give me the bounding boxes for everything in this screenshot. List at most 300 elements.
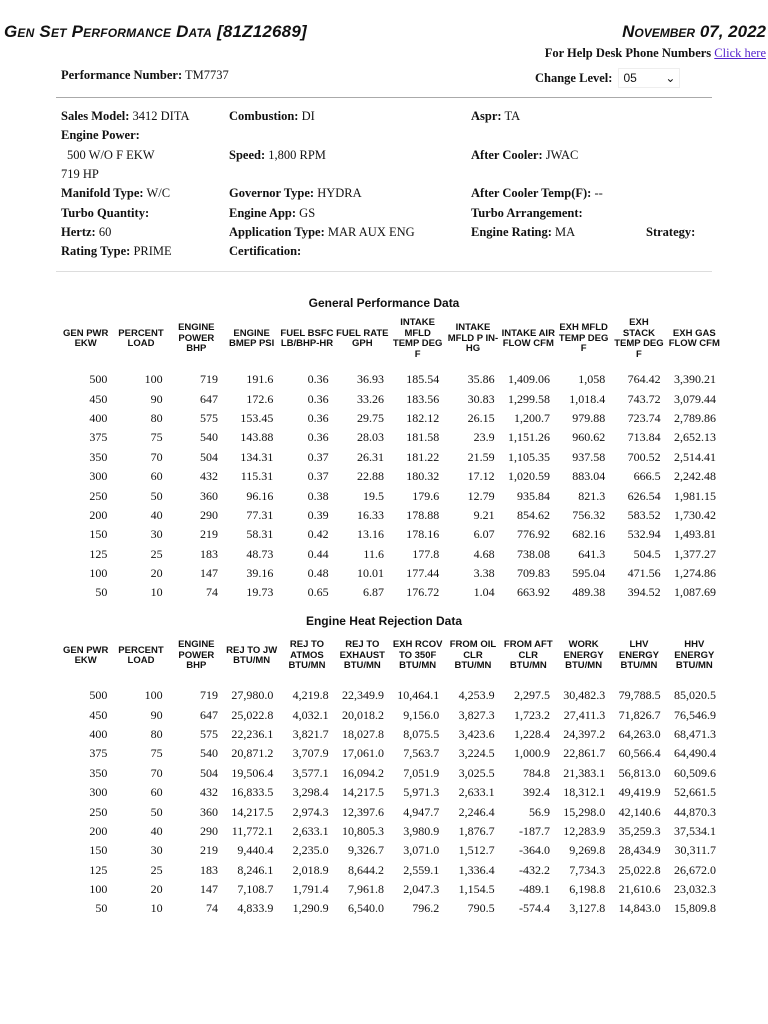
spec-value: GS <box>299 205 316 220</box>
table-cell: 60,566.4 <box>618 746 661 761</box>
table-cell: 178.16 <box>406 527 440 542</box>
table-cell: 1,730.42 <box>674 507 716 522</box>
table-cell: 575 <box>199 410 218 425</box>
table-cell: 3,423.6 <box>458 726 495 741</box>
table-row <box>58 583 722 602</box>
table-cell: 10.01 <box>356 566 384 581</box>
spec-value: JWAC <box>545 147 579 162</box>
table-cell: 3,390.21 <box>674 372 716 387</box>
spec-label: Speed: <box>229 147 266 162</box>
table-row <box>58 802 722 821</box>
table-cell: 350 <box>89 765 108 780</box>
table-cell: 666.5 <box>633 469 661 484</box>
table-cell: 3,127.8 <box>569 901 606 916</box>
column-header: REJ TO ATMOS BTU/MN <box>288 639 326 672</box>
table-cell: 4,253.9 <box>458 688 495 703</box>
table-cell: 2,047.3 <box>403 882 440 897</box>
table-cell: 0.36 <box>307 372 329 387</box>
column-header: EXH STACK TEMP DEG F <box>614 317 664 360</box>
table-cell: 1,723.2 <box>513 707 550 722</box>
table-cell: 181.22 <box>406 449 440 464</box>
table-cell: 8,644.2 <box>347 862 384 877</box>
performance-number-value: TM7737 <box>185 68 229 82</box>
table-cell: 647 <box>199 707 218 722</box>
table-cell: -187.7 <box>518 823 550 838</box>
table-cell: 74 <box>205 585 218 600</box>
table-cell: 641.3 <box>578 546 606 561</box>
table-cell: 71,826.7 <box>618 707 661 722</box>
table-cell: 50 <box>150 804 163 819</box>
general-performance-table <box>58 314 722 603</box>
table-cell: 3,298.4 <box>292 785 329 800</box>
spec-field <box>646 223 695 242</box>
table-cell: 23,032.3 <box>674 882 716 897</box>
table-cell: 9,269.8 <box>569 843 606 858</box>
table-cell: 2,789.86 <box>674 410 716 425</box>
table-cell: 39.16 <box>246 566 274 581</box>
table-cell: 0.48 <box>307 566 329 581</box>
table-cell: 18,312.1 <box>563 785 606 800</box>
table-cell: 219 <box>199 527 218 542</box>
table-row <box>58 370 722 389</box>
table-cell: 6,540.0 <box>347 901 384 916</box>
spec-field <box>229 242 301 261</box>
table-cell: 2,297.5 <box>513 688 550 703</box>
table-cell: 394.52 <box>627 585 661 600</box>
table-cell: 1,151.26 <box>507 430 550 445</box>
table-cell: 26,672.0 <box>674 862 716 877</box>
table-cell: 76,546.9 <box>674 707 716 722</box>
table-cell: 854.62 <box>516 507 550 522</box>
table-cell: 35,259.3 <box>618 823 661 838</box>
table-cell: 1,087.69 <box>674 585 716 600</box>
table-cell: 500 <box>89 372 108 387</box>
table-cell: 12,397.6 <box>341 804 384 819</box>
spec-value: MAR AUX ENG <box>327 224 415 239</box>
table-cell: 1,020.59 <box>507 469 550 484</box>
table-cell: 432 <box>199 469 218 484</box>
table-cell: 713.84 <box>627 430 661 445</box>
table-cell: 392.4 <box>522 785 550 800</box>
column-header: EXH GAS FLOW CFM <box>668 327 720 349</box>
table-cell: 49,419.9 <box>618 785 661 800</box>
spec-field <box>471 223 575 242</box>
table-cell: 1,336.4 <box>458 862 495 877</box>
table-cell: 6,198.8 <box>569 882 606 897</box>
table-row <box>58 564 722 583</box>
table-cell: 3,821.7 <box>292 726 329 741</box>
table-cell: 2,018.9 <box>292 862 329 877</box>
table-cell: 1.04 <box>473 585 495 600</box>
table-cell: 125 <box>89 862 108 877</box>
spec-field <box>229 146 326 165</box>
table-cell: 64,490.4 <box>674 746 716 761</box>
table-row <box>58 880 722 899</box>
table-cell: 935.84 <box>516 488 550 503</box>
table-cell: 3,079.44 <box>674 391 716 406</box>
table-cell: 180.32 <box>406 469 440 484</box>
table-cell: 0.42 <box>307 527 329 542</box>
spec-value: 500 W/O F EKW <box>67 147 155 162</box>
table-cell: 3,827.3 <box>458 707 495 722</box>
table-row <box>58 744 722 763</box>
table-cell: 719 <box>199 372 218 387</box>
header-row <box>58 314 722 364</box>
change-level-label: Change Level: <box>535 70 613 85</box>
table-cell: 30.83 <box>467 391 495 406</box>
column-header: EXH MFLD TEMP DEG F <box>558 322 609 355</box>
table-cell: 183 <box>199 546 218 561</box>
table-cell: 9,440.4 <box>237 843 274 858</box>
table-cell: 26.15 <box>467 410 495 425</box>
table-cell: 300 <box>89 785 108 800</box>
table-cell: 400 <box>89 726 108 741</box>
table-cell: 15,809.8 <box>674 901 716 916</box>
table-cell: 504 <box>199 449 218 464</box>
table-row <box>58 822 722 841</box>
table-cell: 2,652.13 <box>674 430 716 445</box>
table-cell: 3,980.9 <box>403 823 440 838</box>
table-cell: 756.32 <box>572 507 606 522</box>
table-cell: 115.31 <box>240 469 274 484</box>
table-cell: 68,471.3 <box>674 726 716 741</box>
spec-label: Turbo Quantity: <box>61 205 150 220</box>
table-cell: 0.37 <box>307 449 329 464</box>
table-cell: 1,493.81 <box>674 527 716 542</box>
table-cell: 3.38 <box>473 566 495 581</box>
table-cell: 3,707.9 <box>292 746 329 761</box>
column-header: PERCENT LOAD <box>118 644 164 666</box>
spec-label: Governor Type: <box>229 186 315 201</box>
table-cell: 350 <box>89 449 108 464</box>
performance-number-label: Performance Number: <box>61 68 183 82</box>
table-cell: 21,383.1 <box>563 765 606 780</box>
table-cell: 360 <box>199 804 218 819</box>
table-cell: 3,071.0 <box>403 843 440 858</box>
table-cell: 42,140.6 <box>618 804 661 819</box>
spec-label: Hertz: <box>61 224 96 239</box>
table-cell: 1,000.9 <box>513 746 550 761</box>
column-header: FROM AFT CLR BTU/MN <box>503 639 553 672</box>
table-cell: 7,108.7 <box>237 882 274 897</box>
table-row <box>58 525 722 544</box>
table-cell: 80 <box>150 726 163 741</box>
table-cell: 8,246.1 <box>237 862 274 877</box>
table-cell: 504 <box>199 765 218 780</box>
table-cell: 2,242.48 <box>674 469 716 484</box>
table-cell: 450 <box>89 707 108 722</box>
table-cell: 12,283.9 <box>563 823 606 838</box>
column-header: WORK ENERGY BTU/MN <box>563 639 604 672</box>
table-cell: 50 <box>95 901 108 916</box>
spec-label: After Cooler Temp(F): <box>471 186 592 201</box>
table-cell: 75 <box>150 746 163 761</box>
column-header: FUEL BSFC LB/BHP-HR <box>280 327 334 349</box>
table-cell: 10,805.3 <box>341 823 384 838</box>
table-cell: 743.72 <box>627 391 661 406</box>
table-cell: 22.88 <box>356 469 384 484</box>
header-row <box>58 632 722 680</box>
table-cell: 1,154.5 <box>458 882 495 897</box>
table-cell: 3,025.5 <box>458 765 495 780</box>
table-cell: 177.44 <box>406 566 440 581</box>
table-cell: 290 <box>199 507 218 522</box>
table-cell: 75 <box>150 430 163 445</box>
column-header: INTAKE MFLD P IN-HG <box>447 322 499 355</box>
table-row <box>58 506 722 525</box>
table-cell: 0.44 <box>307 546 329 561</box>
table-cell: 44,870.3 <box>674 804 716 819</box>
table-row <box>58 409 722 428</box>
table-cell: 100 <box>144 688 163 703</box>
table-cell: 0.65 <box>307 585 329 600</box>
table-cell: 7,734.3 <box>569 862 606 877</box>
table-cell: 663.92 <box>516 585 550 600</box>
table-cell: 183.56 <box>406 391 440 406</box>
table-cell: 23.9 <box>473 430 495 445</box>
table-cell: 60 <box>150 469 163 484</box>
table-cell: 77.31 <box>246 507 274 522</box>
table-cell: 16,094.2 <box>341 765 384 780</box>
chevron-down-icon: ⌄ <box>665 71 676 85</box>
table-cell: 37,534.1 <box>674 823 716 838</box>
table-cell: 14,217.5 <box>231 804 274 819</box>
spec-field <box>471 184 603 203</box>
spec-label: Engine Power: <box>61 128 140 143</box>
table-cell: 16.33 <box>356 507 384 522</box>
table-cell: 150 <box>89 843 108 858</box>
table-cell: 0.36 <box>307 410 329 425</box>
column-header: REJ TO JW BTU/MN <box>226 644 278 666</box>
table-cell: 33.26 <box>356 391 384 406</box>
table-cell: 18,027.8 <box>341 726 384 741</box>
table-cell: 20,871.2 <box>231 746 274 761</box>
table-cell: 360 <box>199 488 218 503</box>
table-cell: 48.73 <box>246 546 274 561</box>
report-date: November 07, 2022 <box>622 22 766 41</box>
change-level-select[interactable] <box>618 68 680 88</box>
table-cell: 30 <box>150 527 163 542</box>
spec-label: Engine App: <box>229 205 297 220</box>
spec-label: Turbo Arrangement: <box>471 205 583 220</box>
table-cell: 719 <box>199 688 218 703</box>
table-cell: 52,661.5 <box>674 785 716 800</box>
table-cell: 821.3 <box>578 488 606 503</box>
change-level-value: 05 <box>623 71 637 85</box>
table-cell: 764.42 <box>627 372 661 387</box>
table-cell: 10 <box>150 901 163 916</box>
table-cell: 9,156.0 <box>403 707 440 722</box>
spec-label: After Cooler: <box>471 147 543 162</box>
table-cell: 30 <box>150 843 163 858</box>
help-desk-text <box>545 46 766 61</box>
spec-field <box>67 146 155 165</box>
table-cell: 2,559.1 <box>403 862 440 877</box>
table-cell: 796.2 <box>412 901 440 916</box>
table-cell: 937.58 <box>572 449 606 464</box>
column-header: PERCENT LOAD <box>118 327 164 349</box>
table-cell: 64,263.0 <box>618 726 661 741</box>
table-cell: 432 <box>199 785 218 800</box>
table-cell: 540 <box>199 746 218 761</box>
table-cell: 1,018.4 <box>569 391 606 406</box>
spec-field <box>61 165 99 184</box>
table-cell: 11.6 <box>363 546 384 561</box>
spec-field <box>61 184 170 203</box>
table-cell: 583.52 <box>627 507 661 522</box>
table-cell: 2,633.1 <box>458 785 495 800</box>
table-cell: -574.4 <box>518 901 550 916</box>
performance-number <box>61 68 229 83</box>
change-level <box>535 68 680 88</box>
column-header: LHV ENERGY BTU/MN <box>618 639 659 672</box>
table-cell: 20 <box>150 882 163 897</box>
column-header: INTAKE AIR FLOW CFM <box>501 327 555 349</box>
table-cell: 300 <box>89 469 108 484</box>
table-cell: 27,411.3 <box>563 707 606 722</box>
table-cell: 2,514.41 <box>674 449 716 464</box>
column-header: ENGINE POWER BHP <box>178 322 215 355</box>
spec-value: 3412 DITA <box>132 109 190 123</box>
table-cell: 540 <box>199 430 218 445</box>
table-cell: 143.88 <box>240 430 274 445</box>
table-row <box>58 467 722 486</box>
spec-value: 60 <box>98 224 112 239</box>
heat-rejection-title: Engine Heat Rejection Data <box>305 614 463 628</box>
table-cell: 90 <box>150 707 163 722</box>
table-cell: 0.38 <box>307 488 329 503</box>
table-cell: 50 <box>95 585 108 600</box>
table-cell: 25 <box>150 546 163 561</box>
table-cell: -489.1 <box>518 882 550 897</box>
table-cell: 20,018.2 <box>341 707 384 722</box>
table-cell: 790.5 <box>467 901 495 916</box>
table-cell: 19.5 <box>362 488 384 503</box>
help-desk-link[interactable]: Click here <box>714 46 766 60</box>
spec-value: HYDRA <box>317 186 362 201</box>
table-cell: 185.54 <box>406 372 440 387</box>
table-row <box>58 448 722 467</box>
table-row <box>58 783 722 802</box>
table-cell: 709.83 <box>516 566 550 581</box>
table-row <box>58 545 722 564</box>
spec-field <box>61 126 140 145</box>
table-cell: 1,377.27 <box>674 546 716 561</box>
table-cell: 1,200.7 <box>513 410 550 425</box>
column-header: ENGINE POWER BHP <box>178 639 215 672</box>
table-cell: 4,833.9 <box>237 901 274 916</box>
table-cell: 25,022.8 <box>231 707 274 722</box>
table-cell: 17,061.0 <box>341 746 384 761</box>
table-cell: 723.74 <box>627 410 661 425</box>
spec-field <box>229 204 315 223</box>
table-cell: 2,974.3 <box>292 804 329 819</box>
table-cell: 178.88 <box>406 507 440 522</box>
table-cell: 15,298.0 <box>563 804 606 819</box>
column-header: ENGINE BMEP PSI <box>229 327 275 349</box>
table-cell: 36.93 <box>356 372 384 387</box>
table-cell: 176.72 <box>406 585 440 600</box>
spec-field <box>229 107 315 126</box>
table-cell: 8,075.5 <box>403 726 440 741</box>
table-cell: 883.04 <box>572 469 606 484</box>
table-cell: 26.31 <box>356 449 384 464</box>
table-cell: 17.12 <box>467 469 495 484</box>
table-cell: 150 <box>89 527 108 542</box>
table-cell: 12.79 <box>467 488 495 503</box>
spec-label: Engine Rating: <box>471 224 552 239</box>
table-cell: 56,813.0 <box>618 765 661 780</box>
spec-field <box>61 107 190 126</box>
table-cell: 21,610.6 <box>618 882 661 897</box>
table-cell: 375 <box>89 430 108 445</box>
table-row <box>58 686 722 705</box>
spec-label: Certification: <box>229 244 302 259</box>
table-cell: 250 <box>89 804 108 819</box>
table-cell: 182.12 <box>406 410 440 425</box>
table-cell: 2,633.1 <box>292 823 329 838</box>
table-cell: 7,961.8 <box>347 882 384 897</box>
spec-field <box>471 204 583 223</box>
column-header: GEN PWR EKW <box>62 644 109 666</box>
table-row <box>58 705 722 724</box>
table-cell: 90 <box>150 391 163 406</box>
table-cell: 7,563.7 <box>403 746 440 761</box>
table-cell: 60 <box>150 785 163 800</box>
table-cell: 80 <box>150 410 163 425</box>
table-cell: 4,219.8 <box>292 688 329 703</box>
table-cell: 60,509.6 <box>674 765 716 780</box>
spec-label: Combustion: <box>229 109 299 123</box>
spec-field <box>471 146 578 165</box>
table-cell: 375 <box>89 746 108 761</box>
table-cell: 6.87 <box>362 585 384 600</box>
table-row <box>58 725 722 744</box>
table-cell: 96.16 <box>246 488 274 503</box>
table-cell: 24,397.2 <box>563 726 606 741</box>
table-cell: 6.07 <box>473 527 495 542</box>
table-cell: 595.04 <box>572 566 606 581</box>
spec-label: Manifold Type: <box>61 186 144 201</box>
table-cell: 682.16 <box>572 527 606 542</box>
table-cell: 1,876.7 <box>458 823 495 838</box>
table-cell: 35.86 <box>467 372 495 387</box>
spec-field <box>61 223 111 242</box>
spec-label: Application Type: <box>229 224 325 239</box>
table-cell: 153.45 <box>240 410 274 425</box>
table-cell: 4,947.7 <box>403 804 440 819</box>
table-cell: 25 <box>150 862 163 877</box>
table-cell: 179.6 <box>412 488 440 503</box>
column-header: HHV ENERGY BTU/MN <box>674 639 715 672</box>
table-cell: 181.58 <box>406 430 440 445</box>
heat-rejection-table <box>58 632 722 919</box>
table-cell: 290 <box>199 823 218 838</box>
table-cell: 172.6 <box>246 391 274 406</box>
table-cell: 1,058 <box>578 372 606 387</box>
table-cell: -432.2 <box>518 862 550 877</box>
spec-field <box>229 184 362 203</box>
table-cell: 177.8 <box>412 546 440 561</box>
table-cell: 4.68 <box>473 546 495 561</box>
table-cell: 1,409.06 <box>507 372 550 387</box>
table-cell: 25,022.8 <box>618 862 661 877</box>
table-cell: 30,482.3 <box>563 688 606 703</box>
spec-field <box>229 223 415 242</box>
table-row <box>58 764 722 783</box>
table-cell: 85,020.5 <box>674 688 716 703</box>
table-cell: 134.31 <box>240 449 274 464</box>
